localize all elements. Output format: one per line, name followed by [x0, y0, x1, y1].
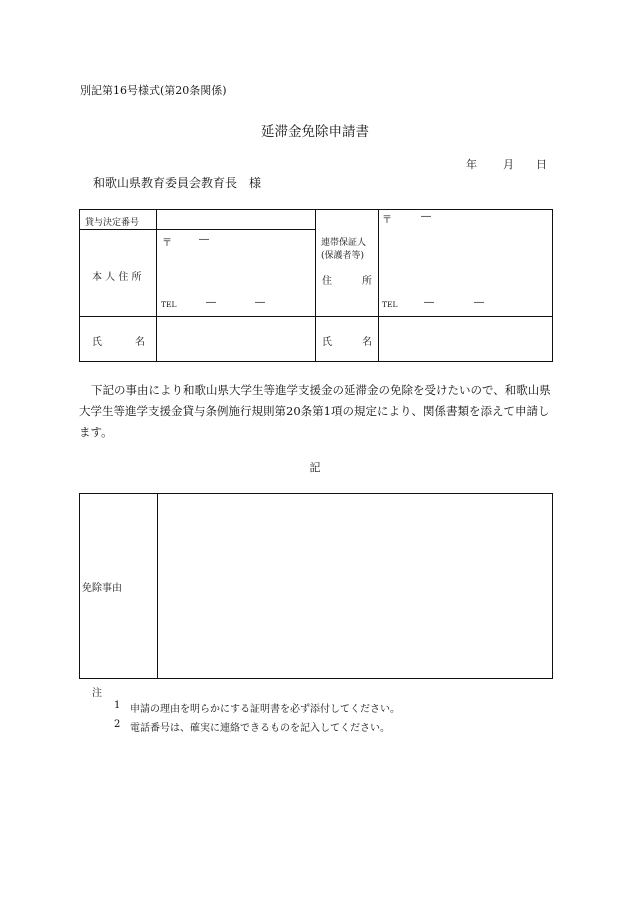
- addressee: 和歌山県教育委員会教育長 様: [93, 176, 262, 190]
- table-divider: [315, 210, 316, 361]
- note-text: 電話番号は、確実に連絡できるものを記入してください。: [130, 723, 390, 734]
- note-text: 申請の理由を明らかにする証明書を必ず添付してください。: [130, 704, 400, 715]
- guarantor-name-field[interactable]: [382, 320, 547, 358]
- note-number: 1: [114, 700, 121, 711]
- postal-mark: 〒: [162, 238, 172, 249]
- loan-number-label: 貸与決定番号: [85, 218, 140, 228]
- table-divider: [80, 316, 552, 317]
- date-day-label: 日: [536, 158, 547, 171]
- guarantor-address-label: 住 所: [322, 276, 372, 287]
- reason-field[interactable]: [162, 498, 548, 674]
- date-year-label: 年: [466, 158, 477, 171]
- table-divider: [156, 210, 157, 361]
- guarantor-tel-label: TEL: [382, 300, 398, 309]
- applicant-tel-dash: ―: [206, 297, 216, 308]
- note-number: 2: [114, 719, 121, 730]
- guarantor-postal-dash: ―: [421, 211, 431, 222]
- applicant-tel-label: TEL: [161, 300, 177, 309]
- reason-label: 免除事由: [82, 583, 122, 594]
- table-divider: [378, 210, 379, 361]
- applicant-tel-dash: ―: [255, 297, 265, 308]
- notes-heading: 注: [92, 688, 102, 699]
- table-divider: [157, 494, 158, 678]
- applicant-address-field[interactable]: [160, 234, 310, 314]
- ki-heading: 記: [309, 461, 321, 474]
- date-month-label: 月: [503, 158, 514, 171]
- guarantor-tel-dash: ―: [424, 297, 434, 308]
- table-divider: [80, 229, 315, 230]
- guarantor-name-label: 氏 名: [322, 337, 372, 348]
- postal-dash: ―: [199, 234, 209, 245]
- guarantor-postal-mark: 〒: [382, 215, 392, 226]
- document-title: 延滞金免除申請書: [261, 124, 369, 140]
- application-statement: 下記の事由により和歌山県大学生等進学支援金の延滞金の免除を受けたいので、和歌山県大学生等進学支援金貸与条例施行規則第20条第1項の規定により、関係書類を添えて申請します。: [79, 383, 551, 439]
- applicant-name-label: 氏 名: [92, 337, 145, 348]
- guarantor-label: 連帯保証人: [321, 238, 367, 248]
- loan-number-field[interactable]: [160, 214, 310, 228]
- applicant-address-label: 本 人 住 所: [92, 272, 142, 283]
- guarantor-address-field[interactable]: [382, 212, 547, 312]
- form-number: 別記第16号様式(第20条関係): [80, 84, 227, 97]
- applicant-name-field[interactable]: [160, 320, 310, 358]
- guarantor-tel-dash: ―: [474, 297, 484, 308]
- guarantor-label-sub: (保護者等): [321, 251, 365, 261]
